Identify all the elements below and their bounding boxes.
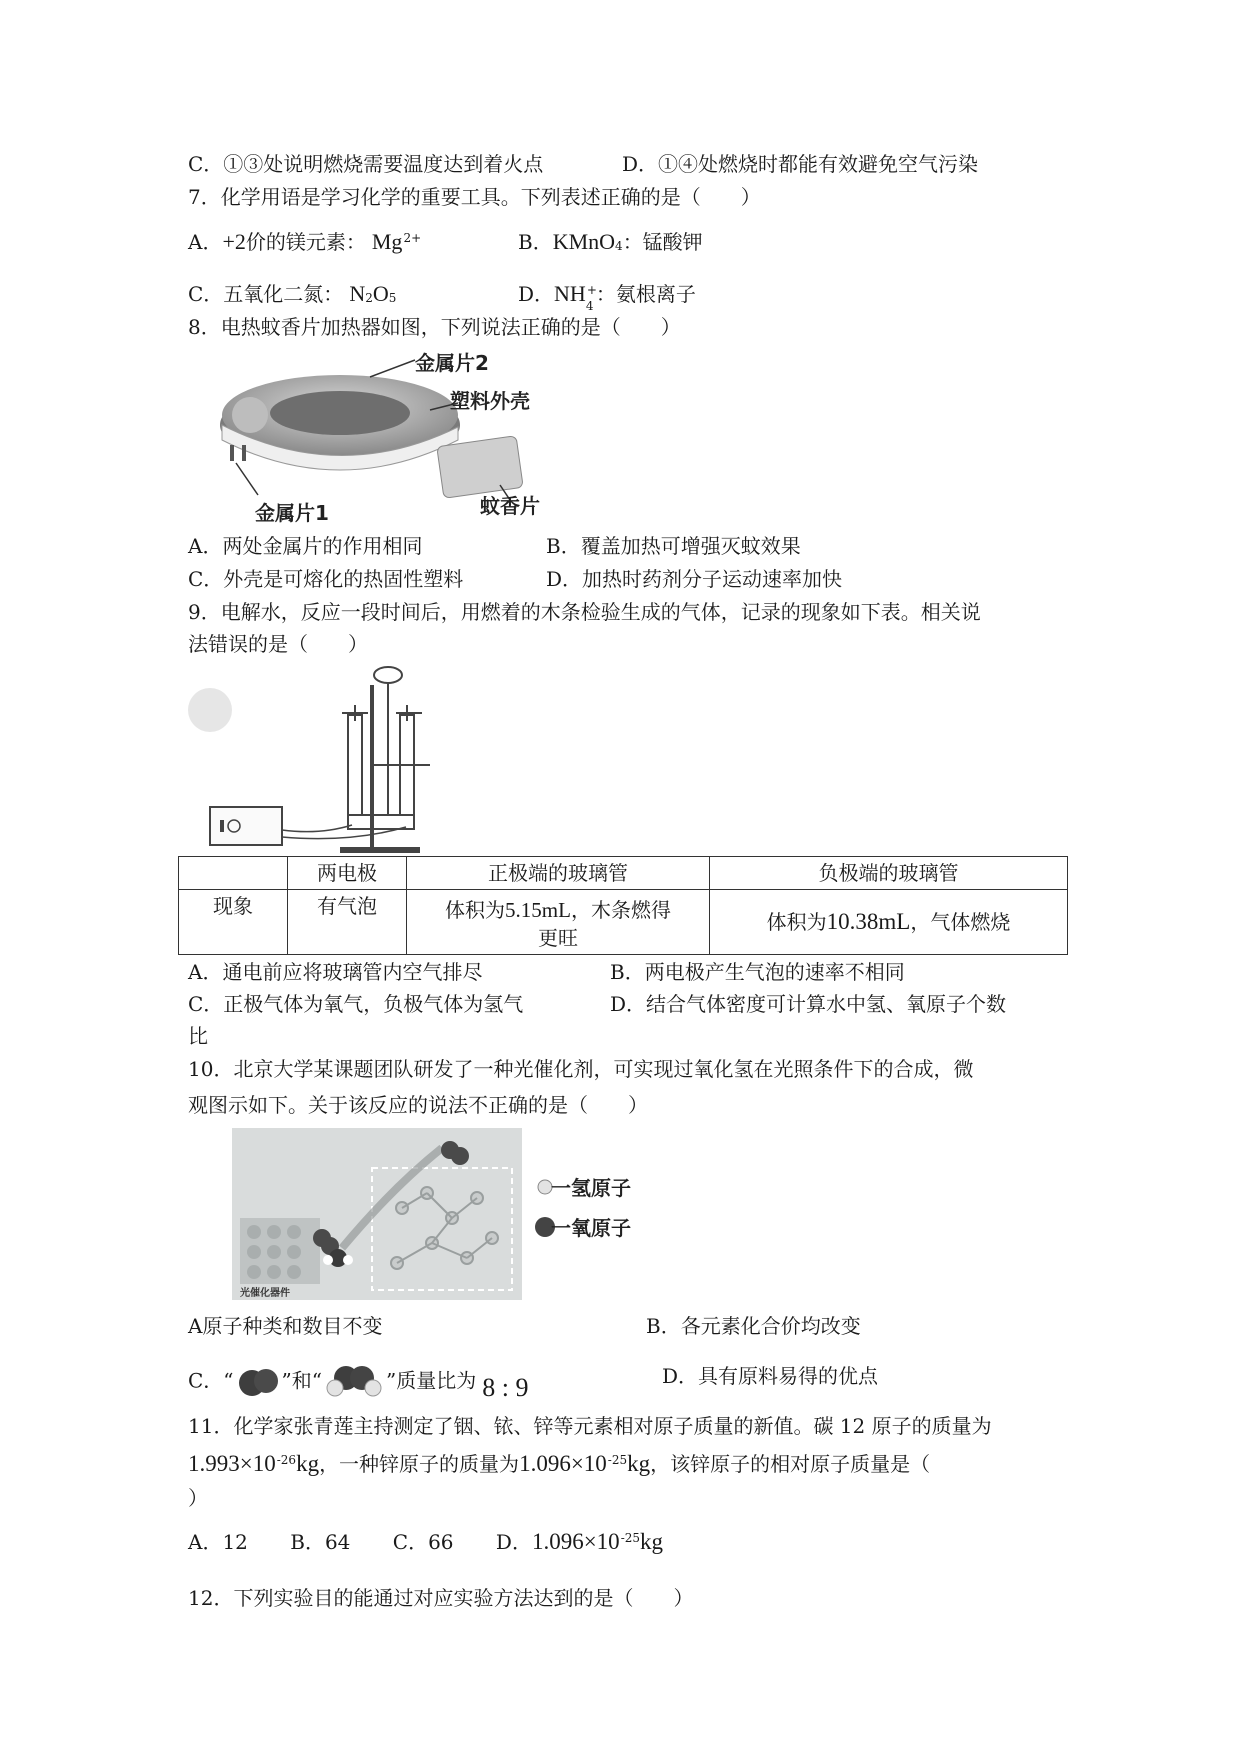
oxygen-molecule-icon — [234, 1365, 282, 1399]
label-metal-1: 金属片1 — [255, 501, 329, 525]
table-header-positive: 正极端的玻璃管 — [407, 857, 710, 890]
q8-option-b: B．覆盖加热可增强灭蚊效果 — [546, 534, 801, 558]
photocatalysis-figure — [232, 1128, 522, 1300]
q9-option-a: A．通电前应将玻璃管内空气排尽 — [188, 960, 483, 984]
table-row-label: 现象 — [179, 890, 288, 955]
q11-option-a: A．12 — [188, 1530, 248, 1554]
q7-option-b: B．KMnO$_4$：锰酸钾 — [518, 229, 703, 254]
legend-hydrogen: 一氢原子 — [551, 1176, 631, 1200]
q10-option-b: B．各元素化合价均改变 — [646, 1314, 861, 1338]
q9-stem-line1: 9．电解水，反应一段时间后，用燃着的木条检验生成的气体，记录的现象如下表。相关说 — [188, 600, 981, 624]
q10-option-a: A原子种类和数目不变 — [188, 1314, 383, 1338]
q10-stem-line2: 观图示如下。关于该反应的说法不正确的是（ ） — [188, 1093, 648, 1117]
table-cell-empty — [179, 857, 288, 890]
atom-legend — [535, 1172, 685, 1252]
q7-stem: 7．化学用语是学习化学的重要工具。下列表述正确的是（ ） — [188, 185, 761, 209]
q7-option-a: A．+2价的镁元素： $Mg^{2+}$ — [188, 229, 422, 254]
q7-option-d: D．NH + 4 ：氨根离子 — [518, 281, 696, 313]
q11-option-d: D．$1.096\times 10^{-25}kg$ — [495, 1529, 664, 1554]
electrolysis-apparatus-figure — [180, 665, 480, 855]
q8-option-c: C．外壳是可熔化的热固性塑料 — [188, 567, 464, 591]
device-label: 光催化器件 — [240, 1288, 290, 1299]
label-mosquito-tablet: 蚊香片 — [480, 494, 540, 518]
mosquito-heater-figure — [210, 351, 570, 525]
q10-stem-line1: 10．北京大学某课题团队研发了一种光催化剂，可实现过氧化氢在光照条件下的合成，微 — [188, 1057, 974, 1081]
q9-option-b: B．两电极产生气泡的速率不相同 — [610, 960, 905, 984]
table-header-row — [179, 857, 1068, 890]
q9-option-d-continued: 比 — [188, 1024, 208, 1048]
q6-option-d: D．①④处燃烧时都能有效避免空气污染 — [622, 152, 979, 176]
electrolysis-results-table — [178, 856, 1068, 955]
q11-option-c: C．66 — [392, 1530, 454, 1554]
q8-option-d: D．加热时药剂分子运动速率加快 — [546, 567, 843, 591]
q11-stem-line1: 11．化学家张青莲主持测定了铟、铱、锌等元素相对原子质量的新值。碳 12 原子的质量为 — [188, 1414, 992, 1438]
table-header-electrodes: 两电极 — [288, 857, 407, 890]
q10-option-d: D．具有原料易得的优点 — [662, 1364, 879, 1388]
photocatalysis-illustration — [232, 1128, 522, 1300]
q11-options — [188, 1524, 663, 1560]
label-plastic-shell: 塑料外壳 — [450, 389, 530, 413]
q8-option-a: A．两处金属片的作用相同 — [188, 534, 423, 558]
table-header-negative: 负极端的玻璃管 — [710, 857, 1068, 890]
table-row — [179, 890, 1068, 955]
q9-stem-line2: 法错误的是（ ） — [188, 632, 368, 656]
table-cell-negative: 体积为10.38mL，气体燃烧 — [710, 890, 1068, 955]
q7-option-c: C．五氧化二氮： $N_2O_5$ — [188, 281, 397, 306]
q11-option-b: B．64 — [290, 1530, 351, 1554]
q12-stem: 12．下列实验目的能通过对应实验方法达到的是（ ） — [188, 1586, 694, 1610]
q9-option-c: C．正极气体为氧气，负极气体为氢气 — [188, 992, 524, 1016]
electrolysis-apparatus-illustration — [180, 665, 480, 855]
hydrogen-peroxide-molecule-icon — [322, 1362, 386, 1402]
label-metal-2: 金属片2 — [415, 351, 489, 375]
q9-option-d: D．结合气体密度可计算水中氢、氧原子个数 — [610, 992, 1007, 1016]
q6-option-c: C．①③处说明燃烧需要温度达到着火点 — [188, 152, 544, 176]
legend-oxygen: 一氧原子 — [551, 1216, 631, 1240]
q11-stem-line2: $1.993\times 10^{-26}kg$，一种锌原子的质量为$1.096\times 10^{-25}kg$，该锌原子的相对原子质量是（ — [188, 1451, 931, 1476]
q11-stem-line3: ） — [188, 1486, 208, 1510]
table-cell-positive: 体积为5.15mL，木条燃得 更旺 — [407, 890, 710, 955]
q8-stem: 8．电热蚊香片加热器如图，下列说法正确的是（ ） — [188, 315, 681, 339]
table-cell-electrodes: 有气泡 — [288, 890, 407, 955]
q10-option-c: C．“ ”和“ ”质量比为 8 : 9 — [188, 1362, 528, 1402]
